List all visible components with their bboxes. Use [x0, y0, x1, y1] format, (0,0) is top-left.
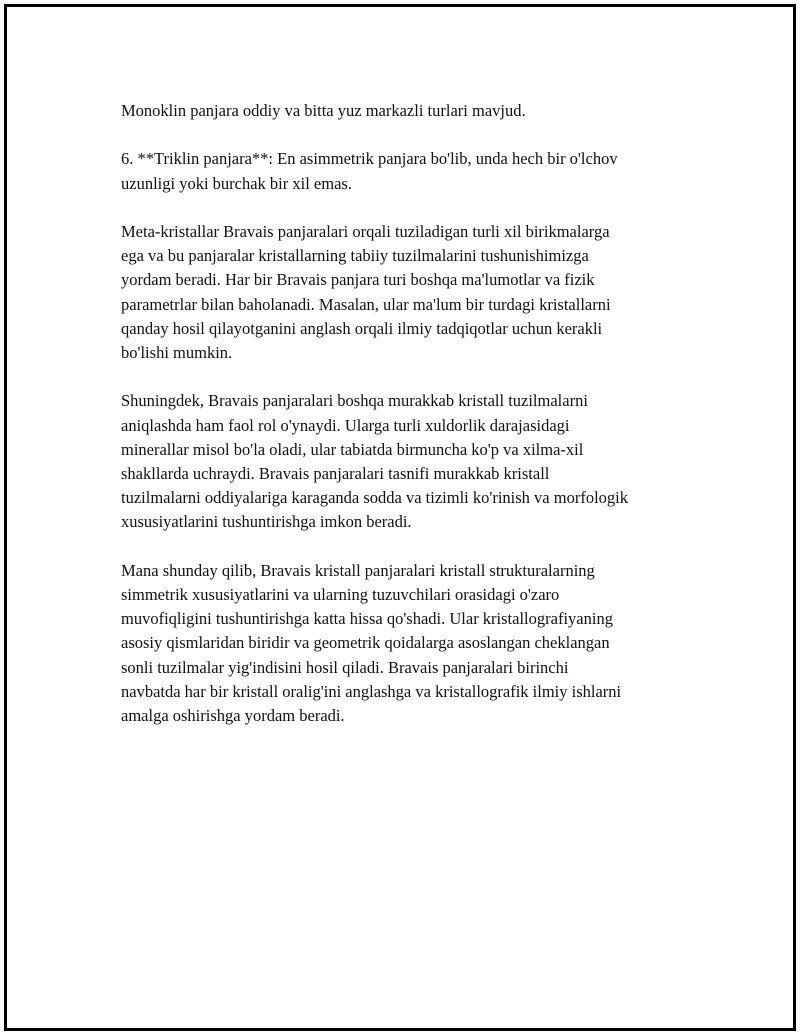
paragraph-complex-structures: Shuningdek, Bravais panjaralari boshqa murakkab kristall tuzilmalarni aniqlashda ham faol rol o'ynaydi. Ularga turli xuldorlik darajasidagi minerallar misol bo'la oladi, ular tabiatda birmuncha ko'p va xilma-xil shakllarda uchraydi. Bravais panjaralari tasnifi murakkab kristall tuzilmalarni oddiyalariga karaganda sodda va tizimli ko'rinish va morfologik xususiyatlarini tushuntirishga imkon beradi. — [121, 391, 628, 532]
paragraph-meta-crystals: Meta-kristallar Bravais panjaralari orqali tuziladigan turli xil birikmalarga ega va bu panjaralar kristallarning tabiiy tuzilmalarini tushunishimizga yordam beradi. Har bir Bravais panjara turi boshqa ma'lumotlar va fizik parametrlar bilan baholanadi. Masalan, ular ma'lum bir turdagi kristallarni qanday hosil qilayotganini anglash orqali ilmiy tadqiqotlar uchun kerakli bo'lishi mumkin. — [121, 221, 611, 362]
paragraph-conclusion: Mana shunday qilib, Bravais kristall panjaralari kristall strukturalarning simmetrik xususiyatlarini va ularning tuzuvchilari orasidagi o'zaro muvofiqligini tushuntirishga katta hissa qo'shadi. Ular kristallografiyaning asosiy qismlaridan biridir va geometrik qoidalarga asoslangan cheklangan sonli tuzilmalar yig'indisini hosil qiladi. Bravais panjaralari birinchi navbatda har bir kristall oralig'ini anglashga va kristallografik ilmiy ishlarni amalga oshirishga yordam beradi. — [121, 560, 622, 726]
page-frame — [4, 4, 796, 1031]
document-body — [121, 99, 711, 752]
paragraph-monoclinic-note: Monoklin panjara oddiy va bitta yuz markazli turlari mavjud. — [121, 101, 526, 120]
paragraph-triclinic-lattice: 6. **Triklin panjara**: En asimmetrik panjara bo'lib, unda hech bir o'lchov uzunligi yoki burchak bir xil emas. — [121, 149, 618, 193]
